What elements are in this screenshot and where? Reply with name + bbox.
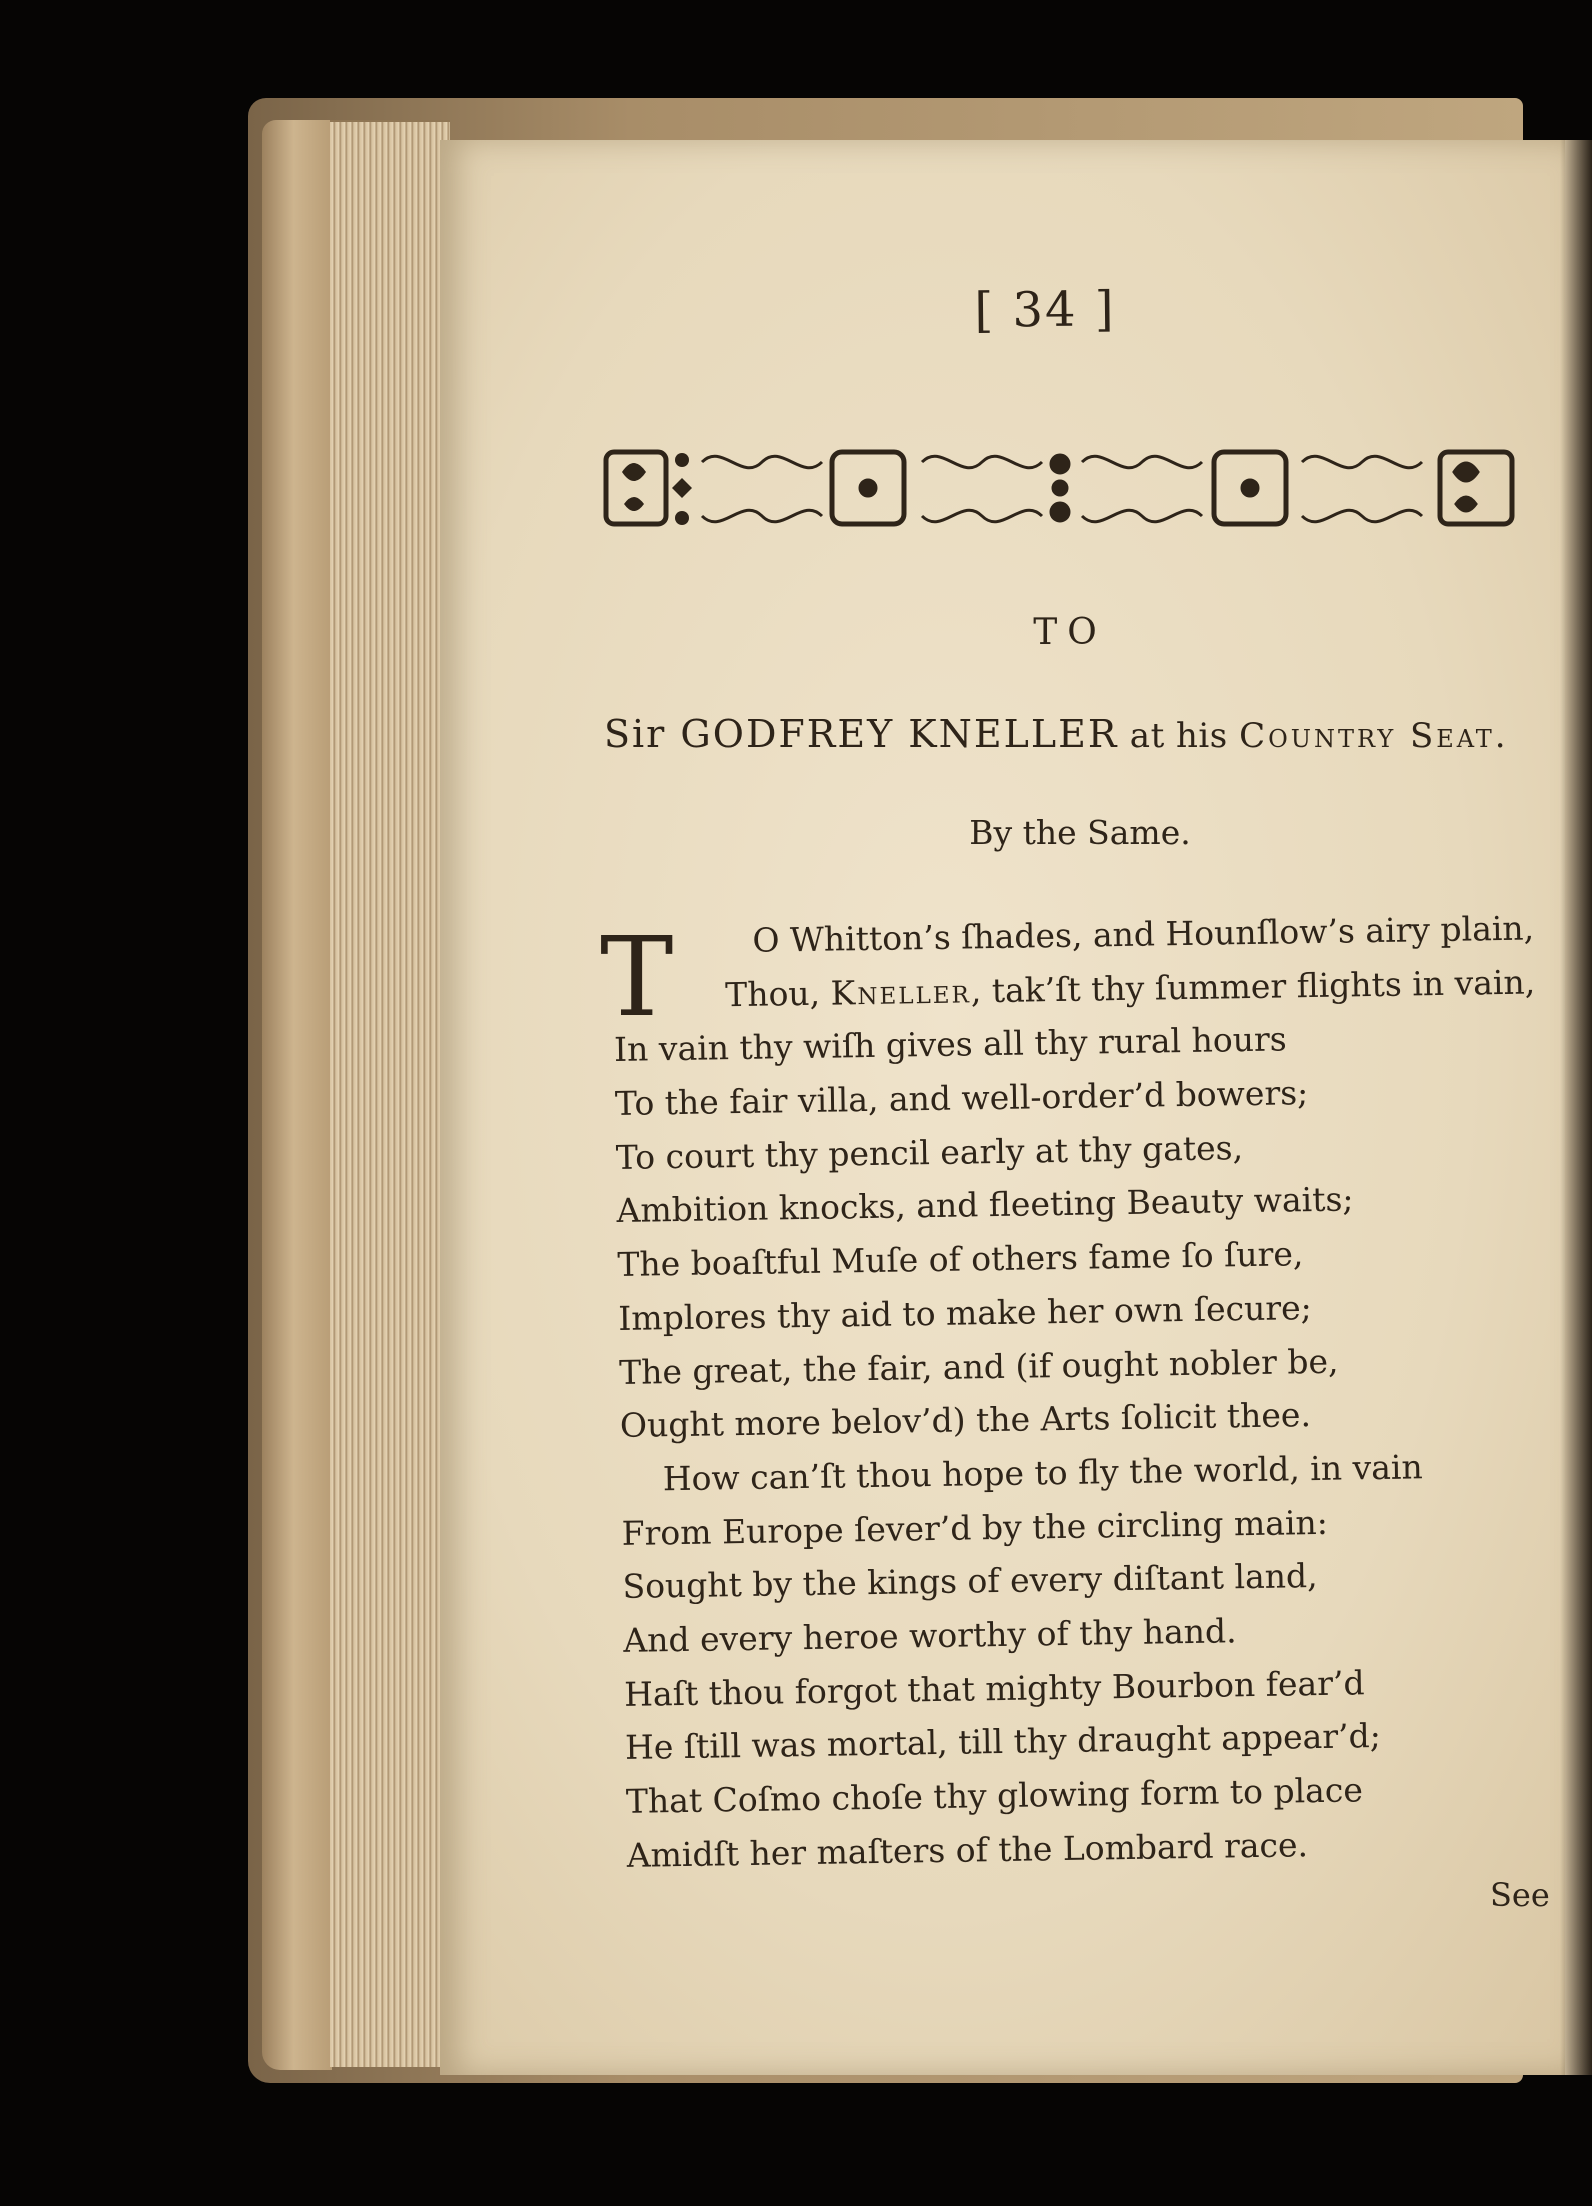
ornament-border-icon: [602, 432, 1520, 544]
page-edges: [330, 120, 450, 2067]
heading-subject: [604, 712, 1544, 756]
poem-line: How can’ſt thou hope to fly the world, in vain: [662, 1447, 1423, 1499]
right-shadow: [1560, 140, 1592, 2075]
poem-line: Ought more belov’d) the Arts ſolicit thee.: [619, 1395, 1312, 1446]
poem-name-kneller: Kneller: [830, 971, 972, 1013]
poem-line-start: Thou,: [724, 973, 831, 1014]
poem-line: Haſt thou forgot that mighty Bourbon fear’d: [623, 1662, 1365, 1714]
poem-line: He ſtill was mortal, till thy draught appear’d;: [624, 1716, 1382, 1768]
drop-cap: T: [600, 913, 674, 1041]
catchword: See: [1490, 1876, 1550, 1914]
poem-line-rest: , tak’ſt thy ſummer flights in vain,: [970, 962, 1536, 1011]
poem-line: O Whitton’s ſhades, and Hounſlow’s airy plain,: [752, 908, 1535, 960]
poem-line: And every heroe worthy of thy hand.: [623, 1611, 1237, 1660]
heading-to: TO: [1033, 612, 1107, 653]
byline: By the Same.: [969, 813, 1191, 852]
poem-line: From Europe ſever’d by the circling main:: [621, 1502, 1329, 1553]
book-spine-edge: [262, 120, 332, 2070]
poem-line: That Coſmo choſe thy glowing form to place: [625, 1770, 1364, 1821]
poem-line: To the fair villa, and well-order’d bowers;: [614, 1073, 1309, 1124]
page-number: [ 34 ]: [974, 281, 1116, 339]
poem-line: In vain thy wiſh gives all thy rural hours: [613, 1019, 1287, 1070]
heading-subject-place: Country Seat.: [1239, 716, 1509, 756]
poem-line: To court thy pencil early at thy gates,: [615, 1127, 1244, 1177]
poem-line: Amidſt her maſters of the Lombard race.: [626, 1824, 1309, 1875]
poem-line: Implores thy aid to make her own ſecure;: [618, 1287, 1313, 1338]
poem-line: The great, the fair, and (if ought nobler be,: [618, 1341, 1339, 1392]
poem-text: [612, 902, 1547, 1883]
poem-line: The boaſtful Muſe of others fame ſo ſure,: [617, 1234, 1304, 1285]
heading-subject-name: Sir GODFREY KNELLER: [604, 712, 1119, 756]
poem-line: Sought by the kings of every diſtant land,: [622, 1556, 1318, 1607]
heading-subject-at: at his: [1118, 716, 1240, 756]
poem-line: Ambition knocks, and fleeting Beauty waits;: [616, 1179, 1354, 1231]
